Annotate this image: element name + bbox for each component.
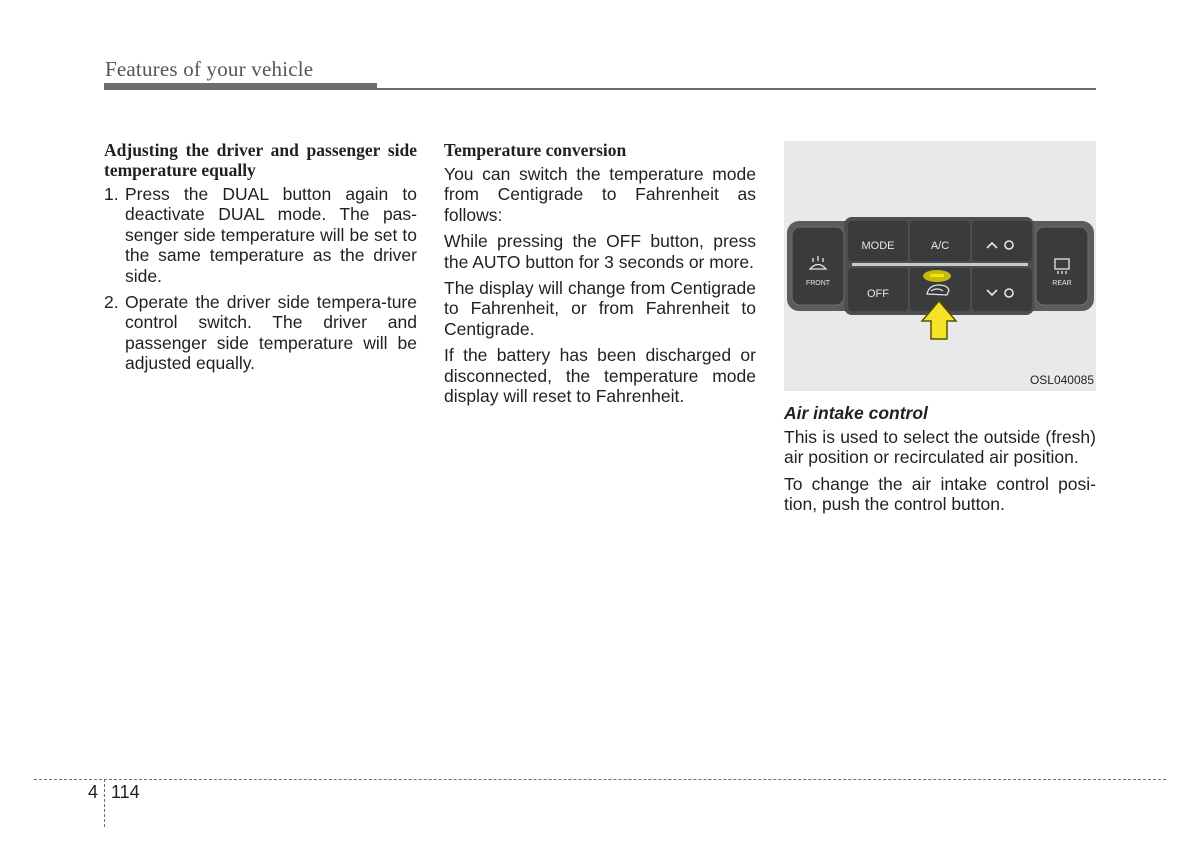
paragraph: The display will change from Centigrade to Fahrenheit, or from Fahrenheit to Centigrade.	[444, 278, 756, 339]
chapter-number: 4	[88, 782, 99, 802]
list-text: Press the DUAL button again to deactivate DUAL mode. The pas-senger side temperature will be set to the same temperature as the driver side.	[125, 184, 417, 286]
section-heading-equal-temperature: Adjusting the driver and passenger side temperature equally	[104, 140, 417, 180]
off-label: OFF	[867, 288, 889, 300]
column-right	[784, 140, 1096, 521]
paragraph: This is used to select the outside (fresh) air position or recirculated air position.	[784, 427, 1096, 468]
column-left	[104, 140, 417, 380]
list-number: 1.	[104, 184, 119, 204]
paragraph: You can switch the temperature mode from Centigrade to Fahrenheit as follows:	[444, 164, 756, 225]
section-heading-temperature-conversion: Temperature conversion	[444, 140, 627, 160]
climate-control-figure	[784, 141, 1096, 391]
header-rule	[104, 88, 1096, 90]
section-heading-air-intake: Air intake control	[784, 403, 928, 423]
fan-up-button	[972, 221, 1032, 261]
rear-defrost-button	[1036, 227, 1088, 305]
paragraph: While pressing the OFF button, press the AUTO button for 3 seconds or more.	[444, 231, 756, 272]
mode-label: MODE	[861, 240, 895, 252]
paragraph: If the battery has been discharged or disconnected, the temperature mode display will reset to Fahrenheit.	[444, 345, 756, 407]
page-number: 114	[111, 782, 140, 802]
list-text: Operate the driver side tempera-ture control switch. The driver and passenger side temperature will be adjusted equally.	[125, 292, 417, 374]
indicator-light	[930, 274, 944, 277]
figure-code: OSL040085	[1029, 373, 1094, 387]
header-title: Features of your vehicle	[105, 57, 314, 81]
climate-panel-illustration	[784, 141, 1096, 391]
rear-label: REAR	[1052, 280, 1072, 287]
ac-label: A/C	[930, 240, 950, 252]
list-number: 2.	[104, 292, 119, 313]
list-item	[104, 292, 417, 374]
list-item	[104, 184, 417, 286]
footer-divider	[104, 779, 105, 827]
column-middle	[444, 140, 756, 412]
panel-divider	[852, 263, 1028, 266]
front-label: FRONT	[805, 280, 831, 287]
footer-rule	[34, 779, 1166, 780]
fan-down-button	[972, 268, 1032, 311]
front-defrost-button	[792, 227, 844, 305]
paragraph: To change the air intake control posi-tion, push the control button.	[784, 473, 1096, 515]
